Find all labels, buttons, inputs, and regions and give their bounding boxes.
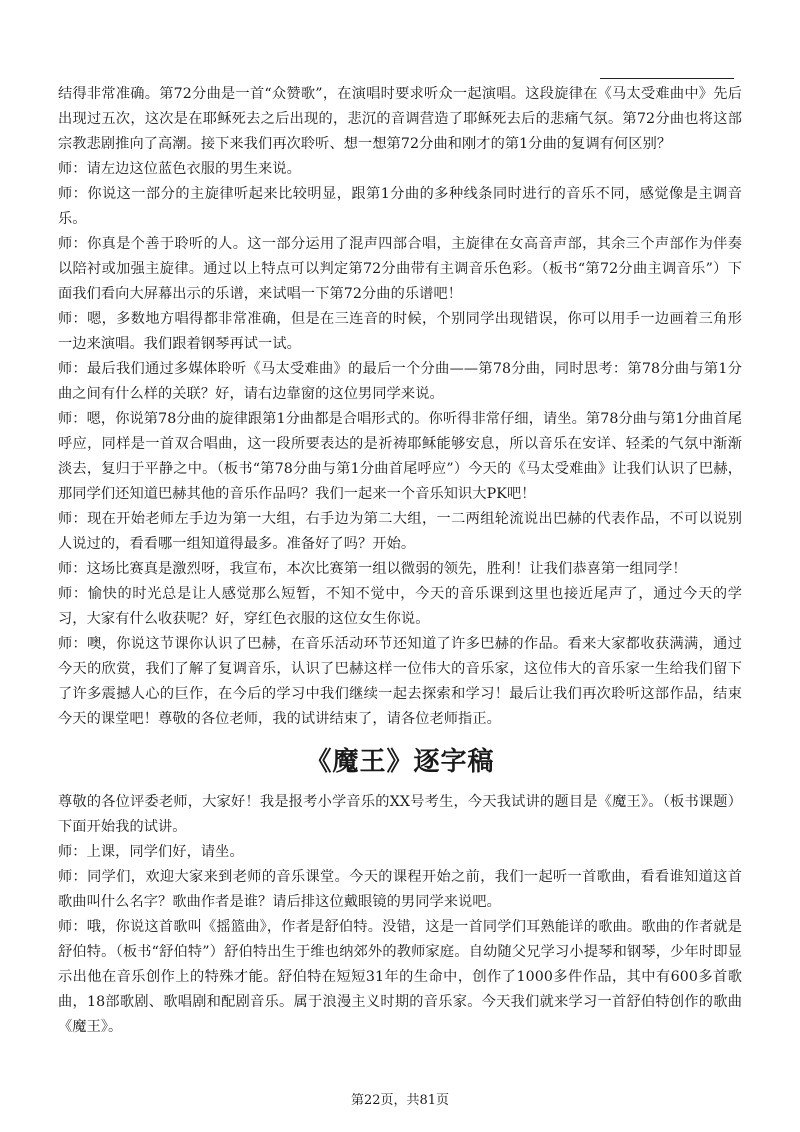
section-title-main: 《魔王》	[305, 747, 414, 777]
paragraph: 师：上课，同学们好，请坐。	[58, 844, 244, 860]
paragraph: 师：噢，你说这节课你认识了巴赫，在音乐活动环节还知道了许多巴赫的作品。看来大家都收获满满，通过今天的欣赏，我们了解了复调音乐，认识了巴赫这样一位伟大的音乐家，这位伟大的音乐家一生给我们留下了许多震撼人心的巨作，在今后的学习中我们继续一起去探索和学习！最后让我们再次聆听这部作品，结束今天的课堂吧！尊敬的各位老师，我的试讲结束了，请各位老师指正。	[58, 636, 742, 727]
section-title-suffix: 逐字稿	[413, 747, 495, 777]
paragraph: 尊敬的各位评委老师，大家好！我是报考小学音乐的XX号考生，今天我试讲的题目是《魔王》。（板书课题）下面开始我的试讲。	[58, 794, 742, 835]
page-number: 第22页，共81页	[350, 1093, 450, 1108]
paragraph: 结得非常准确。第72分曲是一首“众赞歌”，在演唱时要求听众一起演唱。这段旋律在《马太受难曲中》先后出现过五次，这次是在耶稣死去之后出现的，悲沉的音调营造了耶稣死去后的悲痛气氛。第72分曲也将这部宗教悲剧推向了高潮。接下来我们再次聆听、想一想第72分曲和刚才的第1分曲的复调有何区别？	[58, 86, 742, 152]
header-rule	[600, 78, 734, 79]
paragraph: 师：嗯，你说第78分曲的旋律跟第1分曲都是合唱形式的。你听得非常仔细，请坐。第78分曲与第1分曲首尾呼应，同样是一首双合唱曲，这一段所要表达的是祈祷耶稣能够安息，所以音乐在安详、轻柔的气氛中渐渐淡去，复归于平静之中。（板书“第78分曲与第1分曲首尾呼应”）今天的《马太受难曲》让我们认识了巴赫，那同学们还知道巴赫其他的音乐作品吗？我们一起来一个音乐知识大PK吧！	[58, 411, 742, 502]
paragraph: 师：你真是个善于聆听的人。这一部分运用了混声四部合唱，主旋律在女高音声部，其余三个声部作为伴奏以陪衬或加强主旋律。通过以上特点可以判定第72分曲带有主调音乐色彩。（板书“第72分曲主调音乐”）下面我们看向大屏幕出示的乐谱，来试唱一下第72分曲的乐谱吧！	[58, 236, 742, 302]
paragraph: 师：这场比赛真是激烈呀，我宣布，本次比赛第一组以微弱的领先，胜利！让我们恭喜第一组同学！	[58, 561, 687, 577]
paragraph: 师：嗯，多数地方唱得都非常准确，但是在三连音的时候，个别同学出现错误，你可以用手一边画着三角形一边来演唱。我们跟着钢琴再试一试。	[58, 311, 742, 352]
paragraph: 师：现在开始老师左手边为第一大组，右手边为第二大组，一二两组轮流说出巴赫的代表作品，不可以说别人说过的，看看哪一组知道得最多。准备好了吗？开始。	[58, 511, 742, 552]
document-body	[58, 82, 742, 1040]
paragraph: 师：最后我们通过多媒体聆听《马太受难曲》的最后一个分曲——第78分曲，同时思考：第78分曲与第1分曲之间有什么样的关联？好，请右边靠窗的这位男同学来说。	[58, 361, 742, 402]
paragraph: 师：请左边这位蓝色衣服的男生来说。	[58, 161, 301, 177]
paragraph: 师：你说这一部分的主旋律听起来比较明显，跟第1分曲的多种线条同时进行的音乐不同，感觉像是主调音乐。	[58, 186, 742, 227]
paragraph: 师：愉快的时光总是让人感觉那么短暂，不知不觉中，今天的音乐课到这里也接近尾声了，通过今天的学习，大家有什么收获呢？好，穿红色衣服的这位女生你说。	[58, 586, 742, 627]
paragraph: 师：哦，你说这首歌叫《摇篮曲》，作者是舒伯特。没错，这是一首同学们耳熟能详的歌曲。歌曲的作者就是舒伯特。（板书“舒伯特”）舒伯特出生于维也纳郊外的教师家庭。自幼随父兄学习小提琴和钢琴，少年时即显示出他在音乐创作上的特殊才能。舒伯特在短短31年的生命中，创作了1000多件作品，其中有600多首歌曲，18部歌剧、歌唱剧和配剧音乐。属于浪漫主义时期的音乐家。今天我们就来学习一首舒伯特创作的歌曲《魔王》。	[58, 919, 742, 1035]
paragraph: 师：同学们，欢迎大家来到老师的音乐课堂。今天的课程开始之前，我们一起听一首歌曲，看看谁知道这首歌曲叫什么名字？歌曲作者是谁？请后排这位戴眼镜的男同学来说吧。	[58, 869, 742, 910]
section-title	[58, 742, 742, 782]
